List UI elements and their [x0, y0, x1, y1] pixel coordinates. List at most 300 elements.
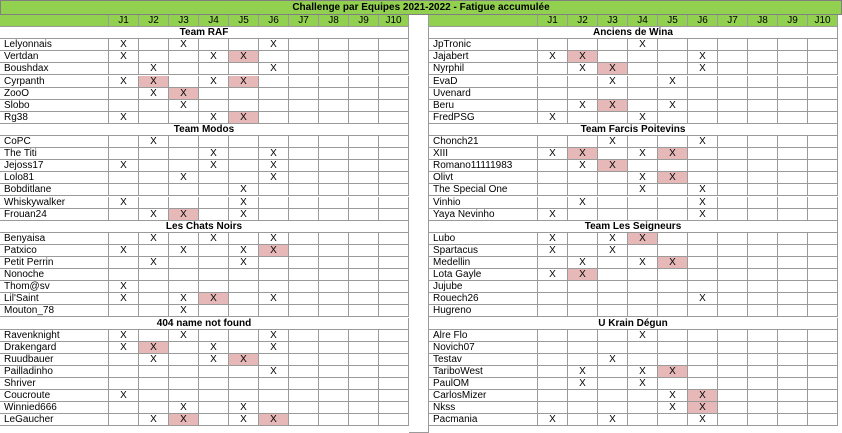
empty-cell[interactable]: [169, 354, 199, 366]
empty-cell[interactable]: [379, 281, 409, 293]
empty-cell[interactable]: [598, 305, 628, 317]
empty-cell[interactable]: [109, 88, 139, 100]
empty-cell[interactable]: [808, 378, 838, 390]
empty-cell[interactable]: [319, 51, 349, 63]
empty-cell[interactable]: [658, 51, 688, 63]
empty-cell[interactable]: [199, 402, 229, 414]
empty-cell[interactable]: [718, 184, 748, 196]
empty-cell[interactable]: [808, 197, 838, 209]
empty-cell[interactable]: [658, 305, 688, 317]
empty-cell[interactable]: [319, 366, 349, 378]
empty-cell[interactable]: [169, 63, 199, 75]
empty-cell[interactable]: [658, 233, 688, 245]
empty-cell[interactable]: [538, 378, 568, 390]
fatigue-mark-cell[interactable]: X: [598, 233, 628, 245]
empty-cell[interactable]: [628, 342, 658, 354]
empty-cell[interactable]: [319, 160, 349, 172]
empty-cell[interactable]: [778, 305, 808, 317]
empty-cell[interactable]: [778, 233, 808, 245]
empty-cell[interactable]: [259, 197, 289, 209]
empty-cell[interactable]: [628, 160, 658, 172]
empty-cell[interactable]: [289, 160, 319, 172]
empty-cell[interactable]: [379, 305, 409, 317]
empty-cell[interactable]: [748, 172, 778, 184]
empty-cell[interactable]: [229, 293, 259, 305]
empty-cell[interactable]: [349, 269, 379, 281]
empty-cell[interactable]: [568, 293, 598, 305]
fatigue-mark-cell[interactable]: X: [688, 197, 718, 209]
empty-cell[interactable]: [349, 184, 379, 196]
empty-cell[interactable]: [319, 197, 349, 209]
fatigue-mark-cell[interactable]: X: [259, 342, 289, 354]
fatigue-mark-cell[interactable]: X: [628, 233, 658, 245]
fatigue-mark-cell[interactable]: X: [229, 209, 259, 221]
empty-cell[interactable]: [658, 245, 688, 257]
empty-cell[interactable]: [748, 184, 778, 196]
empty-cell[interactable]: [748, 245, 778, 257]
empty-cell[interactable]: [628, 51, 658, 63]
empty-cell[interactable]: [718, 160, 748, 172]
empty-cell[interactable]: [259, 402, 289, 414]
empty-cell[interactable]: [169, 378, 199, 390]
empty-cell[interactable]: [808, 136, 838, 148]
empty-cell[interactable]: [778, 378, 808, 390]
empty-cell[interactable]: [628, 354, 658, 366]
empty-cell[interactable]: [379, 76, 409, 88]
empty-cell[interactable]: [349, 148, 379, 160]
empty-cell[interactable]: [319, 305, 349, 317]
empty-cell[interactable]: [379, 51, 409, 63]
empty-cell[interactable]: [139, 366, 169, 378]
empty-cell[interactable]: [628, 197, 658, 209]
empty-cell[interactable]: [778, 330, 808, 342]
empty-cell[interactable]: [289, 184, 319, 196]
empty-cell[interactable]: [169, 366, 199, 378]
empty-cell[interactable]: [319, 390, 349, 402]
empty-cell[interactable]: [319, 414, 349, 426]
empty-cell[interactable]: [778, 209, 808, 221]
empty-cell[interactable]: [199, 184, 229, 196]
empty-cell[interactable]: [688, 76, 718, 88]
empty-cell[interactable]: [718, 100, 748, 112]
empty-cell[interactable]: [109, 136, 139, 148]
empty-cell[interactable]: [808, 160, 838, 172]
empty-cell[interactable]: [169, 184, 199, 196]
empty-cell[interactable]: [658, 136, 688, 148]
fatigue-mark-cell[interactable]: X: [139, 354, 169, 366]
empty-cell[interactable]: [748, 76, 778, 88]
empty-cell[interactable]: [658, 269, 688, 281]
empty-cell[interactable]: [778, 88, 808, 100]
empty-cell[interactable]: [229, 148, 259, 160]
fatigue-mark-cell[interactable]: X: [229, 354, 259, 366]
empty-cell[interactable]: [319, 209, 349, 221]
empty-cell[interactable]: [598, 209, 628, 221]
empty-cell[interactable]: [568, 342, 598, 354]
fatigue-mark-cell[interactable]: X: [628, 330, 658, 342]
empty-cell[interactable]: [169, 342, 199, 354]
fatigue-mark-cell[interactable]: X: [598, 354, 628, 366]
empty-cell[interactable]: [568, 39, 598, 51]
empty-cell[interactable]: [688, 354, 718, 366]
fatigue-mark-cell[interactable]: X: [628, 39, 658, 51]
fatigue-mark-cell[interactable]: X: [658, 172, 688, 184]
empty-cell[interactable]: [319, 136, 349, 148]
fatigue-mark-cell[interactable]: X: [229, 414, 259, 426]
fatigue-mark-cell[interactable]: X: [169, 100, 199, 112]
empty-cell[interactable]: [718, 390, 748, 402]
empty-cell[interactable]: [658, 293, 688, 305]
empty-cell[interactable]: [289, 136, 319, 148]
empty-cell[interactable]: [778, 354, 808, 366]
empty-cell[interactable]: [379, 88, 409, 100]
fatigue-mark-cell[interactable]: X: [568, 63, 598, 75]
empty-cell[interactable]: [349, 209, 379, 221]
empty-cell[interactable]: [379, 197, 409, 209]
empty-cell[interactable]: [139, 172, 169, 184]
fatigue-mark-cell[interactable]: X: [229, 112, 259, 124]
fatigue-mark-cell[interactable]: X: [109, 197, 139, 209]
empty-cell[interactable]: [568, 245, 598, 257]
empty-cell[interactable]: [778, 136, 808, 148]
empty-cell[interactable]: [199, 330, 229, 342]
empty-cell[interactable]: [109, 257, 139, 269]
empty-cell[interactable]: [748, 366, 778, 378]
empty-cell[interactable]: [808, 148, 838, 160]
empty-cell[interactable]: [139, 39, 169, 51]
fatigue-mark-cell[interactable]: X: [628, 112, 658, 124]
empty-cell[interactable]: [199, 39, 229, 51]
empty-cell[interactable]: [538, 160, 568, 172]
empty-cell[interactable]: [349, 197, 379, 209]
empty-cell[interactable]: [379, 354, 409, 366]
empty-cell[interactable]: [718, 414, 748, 426]
empty-cell[interactable]: [748, 414, 778, 426]
empty-cell[interactable]: [628, 281, 658, 293]
empty-cell[interactable]: [139, 148, 169, 160]
fatigue-mark-cell[interactable]: X: [109, 342, 139, 354]
empty-cell[interactable]: [778, 160, 808, 172]
empty-cell[interactable]: [658, 281, 688, 293]
fatigue-mark-cell[interactable]: X: [259, 233, 289, 245]
empty-cell[interactable]: [289, 293, 319, 305]
fatigue-mark-cell[interactable]: X: [199, 51, 229, 63]
empty-cell[interactable]: [808, 402, 838, 414]
empty-cell[interactable]: [778, 197, 808, 209]
empty-cell[interactable]: [289, 305, 319, 317]
empty-cell[interactable]: [379, 245, 409, 257]
fatigue-mark-cell[interactable]: X: [229, 245, 259, 257]
empty-cell[interactable]: [718, 366, 748, 378]
empty-cell[interactable]: [628, 414, 658, 426]
empty-cell[interactable]: [568, 209, 598, 221]
empty-cell[interactable]: [718, 330, 748, 342]
empty-cell[interactable]: [568, 330, 598, 342]
empty-cell[interactable]: [289, 342, 319, 354]
empty-cell[interactable]: [688, 366, 718, 378]
empty-cell[interactable]: [658, 160, 688, 172]
empty-cell[interactable]: [688, 88, 718, 100]
empty-cell[interactable]: [538, 39, 568, 51]
empty-cell[interactable]: [808, 51, 838, 63]
empty-cell[interactable]: [688, 160, 718, 172]
empty-cell[interactable]: [109, 378, 139, 390]
empty-cell[interactable]: [199, 245, 229, 257]
empty-cell[interactable]: [748, 354, 778, 366]
empty-cell[interactable]: [718, 354, 748, 366]
empty-cell[interactable]: [349, 76, 379, 88]
fatigue-mark-cell[interactable]: X: [658, 148, 688, 160]
fatigue-mark-cell[interactable]: X: [259, 160, 289, 172]
fatigue-mark-cell[interactable]: X: [199, 76, 229, 88]
empty-cell[interactable]: [808, 63, 838, 75]
empty-cell[interactable]: [628, 209, 658, 221]
empty-cell[interactable]: [778, 366, 808, 378]
empty-cell[interactable]: [199, 172, 229, 184]
empty-cell[interactable]: [319, 76, 349, 88]
empty-cell[interactable]: [199, 197, 229, 209]
empty-cell[interactable]: [289, 148, 319, 160]
empty-cell[interactable]: [538, 172, 568, 184]
empty-cell[interactable]: [379, 269, 409, 281]
empty-cell[interactable]: [289, 100, 319, 112]
empty-cell[interactable]: [379, 366, 409, 378]
empty-cell[interactable]: [778, 269, 808, 281]
empty-cell[interactable]: [319, 342, 349, 354]
empty-cell[interactable]: [598, 88, 628, 100]
fatigue-mark-cell[interactable]: X: [538, 245, 568, 257]
empty-cell[interactable]: [538, 197, 568, 209]
empty-cell[interactable]: [379, 112, 409, 124]
fatigue-mark-cell[interactable]: X: [169, 305, 199, 317]
empty-cell[interactable]: [379, 184, 409, 196]
fatigue-mark-cell[interactable]: X: [259, 414, 289, 426]
empty-cell[interactable]: [598, 342, 628, 354]
fatigue-mark-cell[interactable]: X: [109, 245, 139, 257]
empty-cell[interactable]: [538, 88, 568, 100]
empty-cell[interactable]: [538, 305, 568, 317]
empty-cell[interactable]: [319, 257, 349, 269]
fatigue-mark-cell[interactable]: X: [229, 51, 259, 63]
empty-cell[interactable]: [538, 184, 568, 196]
empty-cell[interactable]: [319, 330, 349, 342]
empty-cell[interactable]: [379, 402, 409, 414]
empty-cell[interactable]: [259, 354, 289, 366]
empty-cell[interactable]: [748, 88, 778, 100]
empty-cell[interactable]: [349, 51, 379, 63]
empty-cell[interactable]: [229, 305, 259, 317]
empty-cell[interactable]: [748, 233, 778, 245]
empty-cell[interactable]: [349, 88, 379, 100]
empty-cell[interactable]: [808, 172, 838, 184]
empty-cell[interactable]: [319, 63, 349, 75]
empty-cell[interactable]: [319, 245, 349, 257]
empty-cell[interactable]: [229, 366, 259, 378]
empty-cell[interactable]: [568, 184, 598, 196]
empty-cell[interactable]: [229, 88, 259, 100]
fatigue-mark-cell[interactable]: X: [169, 330, 199, 342]
empty-cell[interactable]: [808, 245, 838, 257]
fatigue-mark-cell[interactable]: X: [598, 136, 628, 148]
empty-cell[interactable]: [229, 100, 259, 112]
empty-cell[interactable]: [598, 112, 628, 124]
fatigue-mark-cell[interactable]: X: [568, 378, 598, 390]
empty-cell[interactable]: [628, 88, 658, 100]
empty-cell[interactable]: [169, 76, 199, 88]
fatigue-mark-cell[interactable]: X: [199, 233, 229, 245]
fatigue-mark-cell[interactable]: X: [259, 172, 289, 184]
empty-cell[interactable]: [658, 112, 688, 124]
empty-cell[interactable]: [628, 100, 658, 112]
fatigue-mark-cell[interactable]: X: [628, 366, 658, 378]
empty-cell[interactable]: [778, 342, 808, 354]
empty-cell[interactable]: [718, 245, 748, 257]
empty-cell[interactable]: [598, 184, 628, 196]
empty-cell[interactable]: [349, 330, 379, 342]
fatigue-mark-cell[interactable]: X: [598, 63, 628, 75]
fatigue-mark-cell[interactable]: X: [109, 293, 139, 305]
empty-cell[interactable]: [319, 281, 349, 293]
empty-cell[interactable]: [658, 39, 688, 51]
empty-cell[interactable]: [748, 402, 778, 414]
empty-cell[interactable]: [349, 293, 379, 305]
empty-cell[interactable]: [169, 148, 199, 160]
empty-cell[interactable]: [229, 39, 259, 51]
fatigue-mark-cell[interactable]: X: [538, 148, 568, 160]
empty-cell[interactable]: [598, 390, 628, 402]
empty-cell[interactable]: [538, 402, 568, 414]
empty-cell[interactable]: [109, 269, 139, 281]
empty-cell[interactable]: [169, 233, 199, 245]
fatigue-mark-cell[interactable]: X: [109, 390, 139, 402]
empty-cell[interactable]: [349, 257, 379, 269]
fatigue-mark-cell[interactable]: X: [259, 330, 289, 342]
empty-cell[interactable]: [139, 160, 169, 172]
empty-cell[interactable]: [169, 257, 199, 269]
empty-cell[interactable]: [568, 88, 598, 100]
empty-cell[interactable]: [718, 76, 748, 88]
fatigue-mark-cell[interactable]: X: [628, 257, 658, 269]
empty-cell[interactable]: [139, 197, 169, 209]
empty-cell[interactable]: [289, 76, 319, 88]
empty-cell[interactable]: [748, 342, 778, 354]
empty-cell[interactable]: [598, 257, 628, 269]
empty-cell[interactable]: [349, 390, 379, 402]
empty-cell[interactable]: [628, 63, 658, 75]
empty-cell[interactable]: [199, 305, 229, 317]
empty-cell[interactable]: [718, 172, 748, 184]
fatigue-mark-cell[interactable]: X: [139, 136, 169, 148]
empty-cell[interactable]: [718, 197, 748, 209]
empty-cell[interactable]: [109, 172, 139, 184]
fatigue-mark-cell[interactable]: X: [259, 245, 289, 257]
fatigue-mark-cell[interactable]: X: [538, 112, 568, 124]
empty-cell[interactable]: [349, 160, 379, 172]
empty-cell[interactable]: [778, 390, 808, 402]
empty-cell[interactable]: [778, 245, 808, 257]
empty-cell[interactable]: [259, 100, 289, 112]
empty-cell[interactable]: [319, 269, 349, 281]
fatigue-mark-cell[interactable]: X: [259, 293, 289, 305]
empty-cell[interactable]: [229, 342, 259, 354]
empty-cell[interactable]: [808, 88, 838, 100]
empty-cell[interactable]: [289, 414, 319, 426]
empty-cell[interactable]: [808, 342, 838, 354]
empty-cell[interactable]: [628, 390, 658, 402]
empty-cell[interactable]: [259, 257, 289, 269]
empty-cell[interactable]: [688, 233, 718, 245]
empty-cell[interactable]: [658, 342, 688, 354]
fatigue-mark-cell[interactable]: X: [109, 51, 139, 63]
empty-cell[interactable]: [808, 354, 838, 366]
empty-cell[interactable]: [319, 184, 349, 196]
fatigue-mark-cell[interactable]: X: [688, 63, 718, 75]
fatigue-mark-cell[interactable]: X: [688, 390, 718, 402]
empty-cell[interactable]: [169, 160, 199, 172]
fatigue-mark-cell[interactable]: X: [658, 390, 688, 402]
empty-cell[interactable]: [688, 148, 718, 160]
fatigue-mark-cell[interactable]: X: [259, 366, 289, 378]
empty-cell[interactable]: [628, 136, 658, 148]
fatigue-mark-cell[interactable]: X: [109, 281, 139, 293]
empty-cell[interactable]: [808, 366, 838, 378]
empty-cell[interactable]: [688, 172, 718, 184]
empty-cell[interactable]: [379, 378, 409, 390]
empty-cell[interactable]: [778, 148, 808, 160]
empty-cell[interactable]: [319, 402, 349, 414]
empty-cell[interactable]: [658, 330, 688, 342]
empty-cell[interactable]: [259, 305, 289, 317]
empty-cell[interactable]: [718, 209, 748, 221]
empty-cell[interactable]: [598, 197, 628, 209]
empty-cell[interactable]: [289, 390, 319, 402]
empty-cell[interactable]: [139, 378, 169, 390]
empty-cell[interactable]: [379, 257, 409, 269]
fatigue-mark-cell[interactable]: X: [169, 172, 199, 184]
empty-cell[interactable]: [688, 378, 718, 390]
empty-cell[interactable]: [628, 269, 658, 281]
empty-cell[interactable]: [748, 160, 778, 172]
empty-cell[interactable]: [778, 184, 808, 196]
fatigue-mark-cell[interactable]: X: [568, 197, 598, 209]
empty-cell[interactable]: [538, 100, 568, 112]
fatigue-mark-cell[interactable]: X: [229, 184, 259, 196]
empty-cell[interactable]: [379, 172, 409, 184]
fatigue-mark-cell[interactable]: X: [628, 148, 658, 160]
empty-cell[interactable]: [598, 330, 628, 342]
empty-cell[interactable]: [349, 366, 379, 378]
empty-cell[interactable]: [229, 378, 259, 390]
empty-cell[interactable]: [568, 390, 598, 402]
empty-cell[interactable]: [568, 414, 598, 426]
empty-cell[interactable]: [319, 354, 349, 366]
fatigue-mark-cell[interactable]: X: [658, 76, 688, 88]
empty-cell[interactable]: [598, 148, 628, 160]
fatigue-mark-cell[interactable]: X: [139, 76, 169, 88]
fatigue-mark-cell[interactable]: X: [139, 209, 169, 221]
fatigue-mark-cell[interactable]: X: [658, 100, 688, 112]
empty-cell[interactable]: [199, 390, 229, 402]
empty-cell[interactable]: [748, 39, 778, 51]
empty-cell[interactable]: [688, 342, 718, 354]
empty-cell[interactable]: [748, 197, 778, 209]
empty-cell[interactable]: [289, 172, 319, 184]
empty-cell[interactable]: [319, 39, 349, 51]
empty-cell[interactable]: [259, 112, 289, 124]
empty-cell[interactable]: [259, 209, 289, 221]
empty-cell[interactable]: [628, 305, 658, 317]
empty-cell[interactable]: [808, 281, 838, 293]
